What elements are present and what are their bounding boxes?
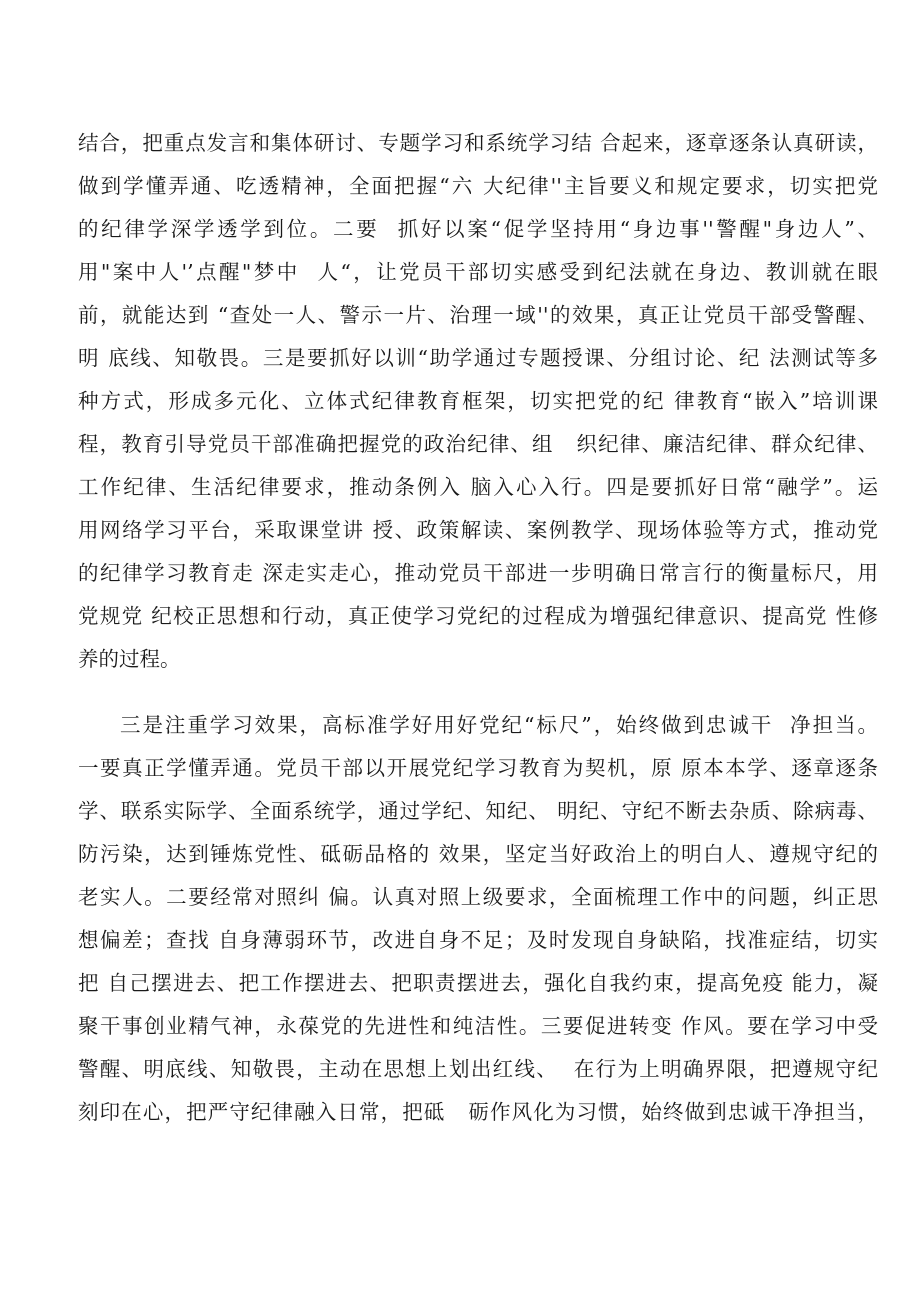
text-line: 学、联系实际学、全面系统学，通过学纪、知纪、 明纪、守纪不断去杂质、除病毒、	[78, 799, 878, 823]
text-line: 防污染，达到锤炼党性、砥砺品格的 效果，坚定当好政治上的明白人、遵规守纪的	[78, 842, 878, 866]
text-line: 把 自己摆进去、把工作摆进去、把职责摆进去，强化自我约束，提高免疫 能力，凝	[78, 971, 878, 995]
text-line: 做到学懂弄通、吃透精神，全面把握“六 大纪律''主旨要义和规定要求，切实把党	[78, 174, 878, 198]
text-line: 的纪律学深学透学到位。二要 抓好以案“促学坚持用“身边事''警醒"身边人”、	[78, 217, 878, 241]
text-line: 警醒、明底线、知敬畏，主动在思想上划出红线、 在行为上明确界限，把遵规守纪	[78, 1057, 878, 1081]
text-line: 种方式，形成多元化、立体式纪律教育框架，切实把党的纪 律教育“嵌入”培训课	[78, 389, 878, 413]
text-line: 一要真正学懂弄通。党员干部以开展党纪学习教育为契机，原 原本本学、逐章逐条	[78, 756, 878, 780]
text-line: 前，就能达到 “查处一人、警示一片、治理一域''的效果，真正让党员干部受警醒、	[78, 303, 878, 327]
text-line: 想偏差；查找 自身薄弱环节，改进自身不足；及时发现自身缺陷，找准症结，切实	[78, 928, 878, 952]
text-line: 党规党 纪校正思想和行动，真正使学习党纪的过程成为增强纪律意识、提高党 性修	[78, 604, 878, 628]
text-line: 聚干事创业精气神，永葆党的先进性和纯洁性。三要促进转变 作风。要在学习中受	[78, 1014, 878, 1038]
text-line: 明 底线、知敬畏。三是要抓好以训“助学通过专题授课、分组讨论、纪 法测试等多	[78, 346, 878, 370]
text-line: 三是注重学习效果，高标准学好用好党纪“标尺”，始终做到忠诚干 净担当。	[120, 713, 878, 737]
text-line: 工作纪律、生活纪律要求，推动条例入 脑入心入行。四是要抓好日常“融学”。运	[78, 475, 878, 499]
text-line: 程，教育引导党员干部准确把握党的政治纪律、组 织纪律、廉洁纪律、群众纪律、	[78, 432, 878, 456]
text-line: 养的过程。	[78, 647, 181, 671]
text-line: 结合，把重点发言和集体研讨、专题学习和系统学习结 合起来，逐章逐条认真研读，	[78, 131, 878, 155]
text-line: 用网络学习平台，采取课堂讲 授、政策解读、案例教学、现场体验等方式，推动党	[78, 518, 878, 542]
text-line: 刻印在心，把严守纪律融入日常，把砥 砺作风化为习惯，始终做到忠诚干净担当，	[78, 1100, 878, 1124]
text-line: 用"案中人'’点醒"梦中 人“，让党员干部切实感受到纪法就在身边、教训就在眼	[78, 260, 878, 284]
text-line: 的纪律学习教育走 深走实走心，推动党员干部进一步明确日常言行的衡量标尺，用	[78, 561, 878, 585]
text-line: 老实人。二要经常对照纠 偏。认真对照上级要求，全面梳理工作中的问题，纠正思	[78, 885, 878, 909]
